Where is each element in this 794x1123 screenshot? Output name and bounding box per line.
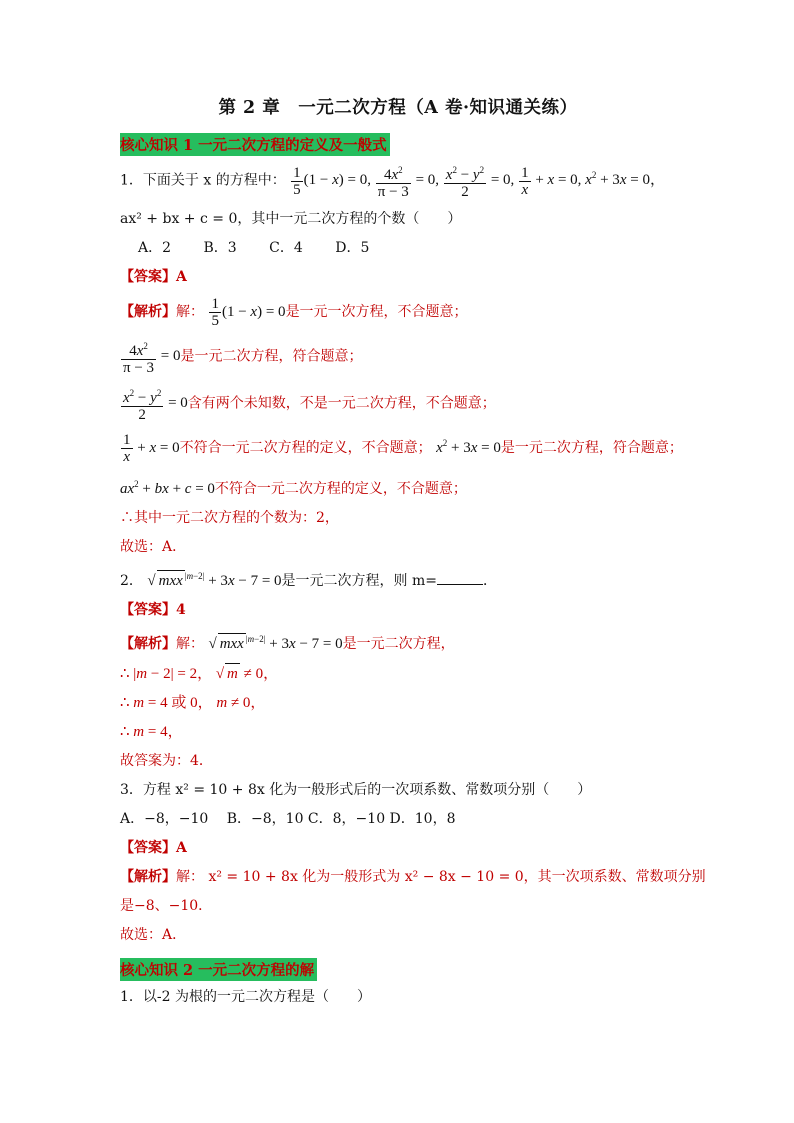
section-heading-1 [120, 129, 676, 162]
q2-answer: 【答案】4 [120, 602, 186, 618]
q1-stem: 1．下面关于 x 的方程中： $\frac{1}{5}$ (1 − x) = 0, $\frac{4x^2}{\pi - 3}$ = 0, $\frac{x^2 - y^2}{2}$ = 0, $\frac{1}{x}$ + x = 0, $x^2 + 3x = 0$， [120, 162, 676, 200]
q1-answer: 【答案】A [120, 269, 187, 285]
q1-equation-list: $\frac{1}{5}$ (1 − x) = 0, $\frac{4x^2}{\pi - 3}$ = 0, $\frac{x^2 - y^2}{2}$ = 0, $\frac{1}{x}$ + x = 0, $x^2 + 3x = 0$， [290, 172, 665, 188]
q1-analysis-4: $\frac{1}{x}$ + x = 0不符合一元二次方程的定义，不合题意； $x^2 + 3x = 0$是一元二次方程，符合题意； [123, 432, 683, 465]
q1-analysis-1: 【解析】解： $\frac{1}{5}$ (1 − x) = 0是一元一次方程，不合题意； [120, 296, 468, 329]
q3-choices: A．−8，−10 B．−8，10 C．8，−10 D．10，8 [120, 811, 456, 827]
q2-analysis-1: 【解析】解： √ mxx $^{|m-2|}$ + 3x − 7 = 0是一元二次方程， [120, 634, 455, 652]
page-title: 第 2 章 一元二次方程（A 卷·知识通关练） [218, 98, 578, 118]
q1-choices: A．2 B．3 C．4 D．5 [138, 240, 370, 256]
q1-analysis-6: ∴其中一元二次方程的个数为：2， [120, 510, 339, 526]
section-label: 核心知识 2 一元二次方程的解 [120, 958, 317, 981]
q2-stem: 2． √ mxx $^{|m-2|}$ + 3x − 7 = 0是一元二次方程，则 m= ． [120, 571, 497, 589]
q3-answer: 【答案】A [120, 840, 187, 856]
q1-analysis-2: $\frac{4x^2}{\pi - 3}$ = 0是一元二次方程，符合题意； [120, 338, 676, 376]
q1-analysis-7: 故选：A． [120, 539, 187, 555]
q2-analysis-3: ∴ m = 4 或 0， m ≠ 0， [120, 695, 266, 711]
q3-analysis-2: 是−8、−10． [120, 898, 213, 914]
q1-stem-line2: ax² + bx + c = 0，其中一元二次方程的个数（ ） [120, 211, 462, 227]
q2-analysis-2: ∴ |m − 2| = 2， √ m ≠ 0， [120, 663, 676, 684]
q1-analysis-5: $ax^2$ + bx + c = 0不符合一元二次方程的定义，不合题意； [120, 479, 467, 497]
section-label: 核心知识 1 一元二次方程的定义及一般式 [120, 133, 390, 156]
section-heading-2 [120, 954, 676, 987]
q2-analysis-4: ∴ m = 4， [120, 724, 183, 740]
q3-analysis-3: 故选：A． [120, 927, 187, 943]
q3-analysis-1: 【解析】解： x² = 10 + 8x 化为一般形式为 x² − 8x − 10 = 0，其一次项系数、常数项分别 [120, 869, 706, 885]
answer-blank[interactable] [437, 570, 483, 585]
q4-stem: 1．以-2 为根的一元二次方程是（ ） [120, 989, 371, 1005]
q1-analysis-3: $\frac{x^2 - y^2}{2}$ = 0含有两个未知数，不是一元二次方程，不合题意； [120, 385, 676, 423]
q2-analysis-5: 故答案为：4． [120, 753, 213, 769]
q3-stem: 3．方程 x² = 10 + 8x 化为一般形式后的一次项系数、常数项分别（ ） [120, 782, 592, 798]
